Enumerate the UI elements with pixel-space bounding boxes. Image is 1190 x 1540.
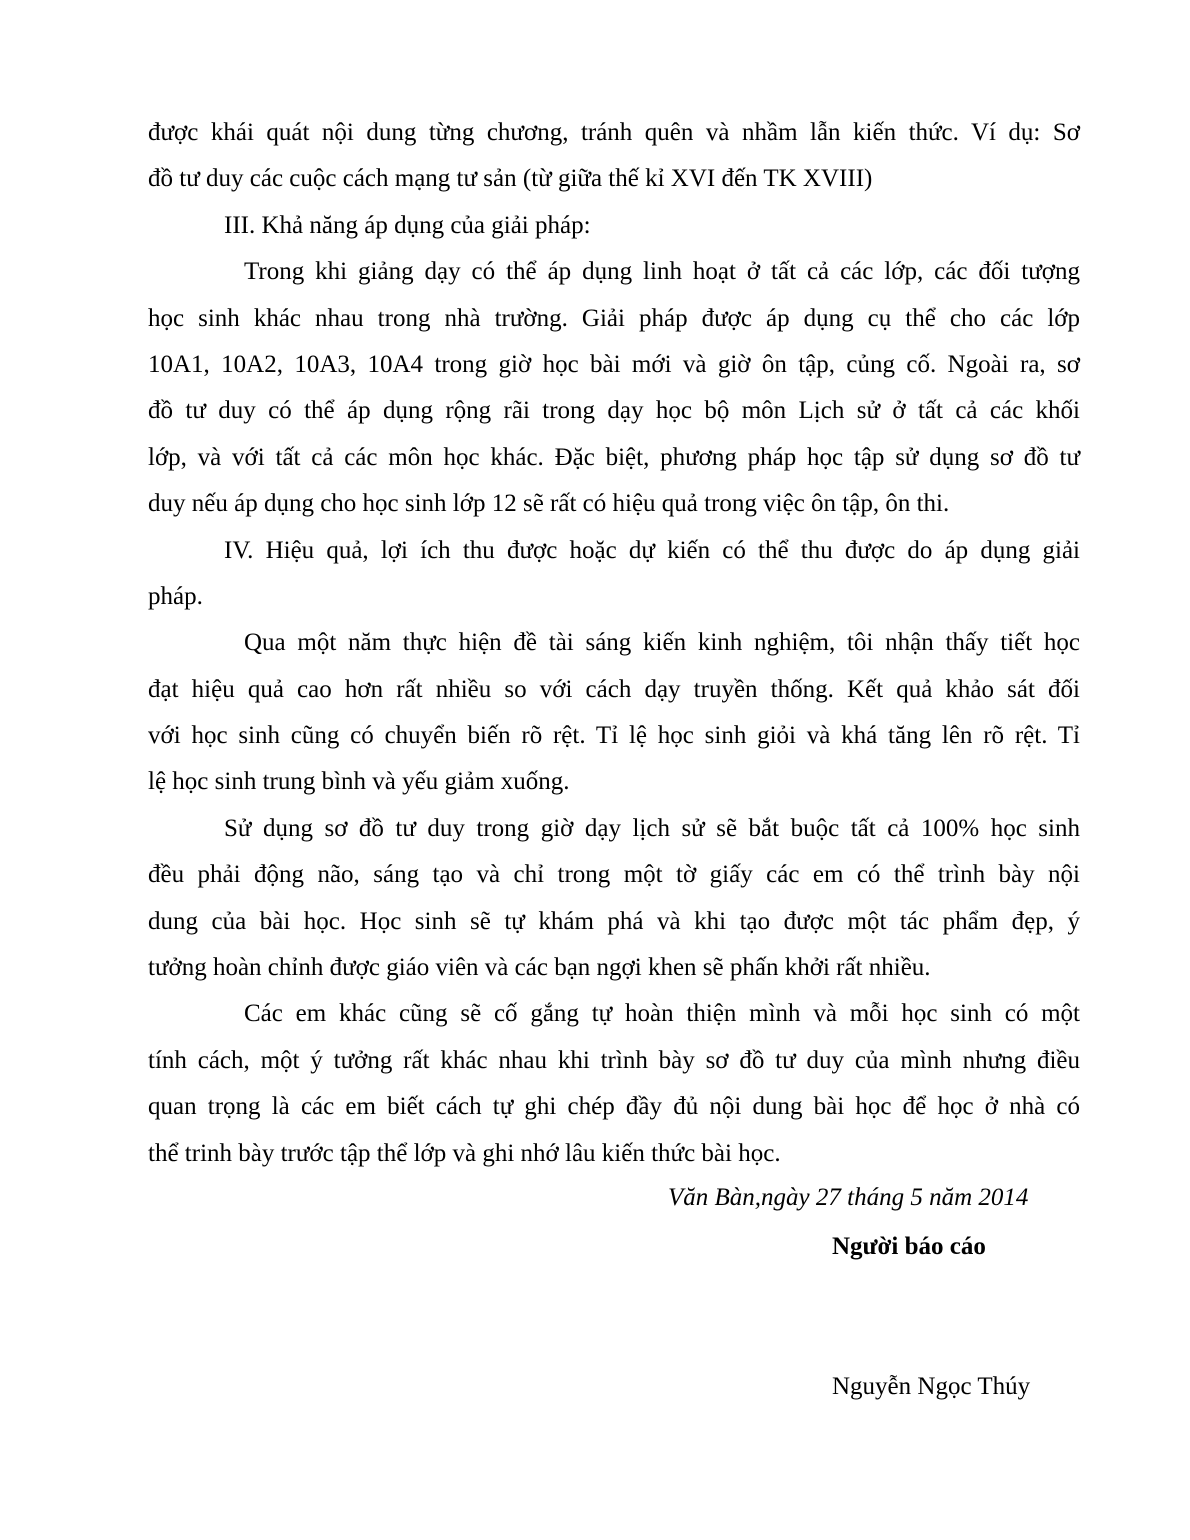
intro-line-2: đồ tư duy các cuộc cách mạng tư sản (từ giữa thế kỉ XVI đến TK XVIII) — [148, 165, 873, 193]
section-4-p2-line-3: dung của bài học. Học sinh sẽ tự khám phá và khi tạo được một tác phẩm đẹp, ý — [148, 907, 1080, 935]
section-4-p2-line-2: đều phải động não, sáng tạo và chỉ trong một tờ giấy các em có thể trình bày nội — [148, 861, 1080, 889]
section-4-heading-line-2: pháp. — [148, 582, 203, 610]
signature-name: Nguyễn Ngọc Thúy — [832, 1373, 1031, 1400]
section-3-line-1: Trong khi giảng dạy có thể áp dụng linh hoạt ở tất cả các lớp, các đối tượng — [244, 258, 1080, 286]
section-3-line-3: 10A1, 10A2, 10A3, 10A4 trong giờ học bài mới và giờ ôn tập, củng cố. Ngoài ra, sơ — [148, 350, 1080, 378]
section-4-p1-line-3: với học sinh cũng có chuyển biến rõ rệt. Tỉ lệ học sinh giỏi và khá tăng lên rõ rệt. Tỉ — [148, 722, 1080, 750]
section-4-p2-line-4: tưởng hoàn chỉnh được giáo viên và các bạn ngợi khen sẽ phấn khởi rất nhiều. — [148, 954, 931, 982]
section-4-p2-line-1: Sử dụng sơ đồ tư duy trong giờ dạy lịch sử sẽ bắt buộc tất cả 100% học sinh — [224, 814, 1080, 842]
section-4-p3-line-1: Các em khác cũng sẽ cố gắng tự hoàn thiện mình và mỗi học sinh có một — [244, 1000, 1080, 1028]
section-3-line-4: đồ tư duy có thể áp dụng rộng rãi trong dạy học bộ môn Lịch sử ở tất cả các khối — [148, 397, 1080, 425]
section-3-line-2: học sinh khác nhau trong nhà trường. Giải pháp được áp dụng cụ thể cho các lớp — [148, 304, 1080, 332]
section-3-heading: III. Khả năng áp dụng của giải pháp: — [224, 211, 591, 239]
section-4-heading-line-1: IV. Hiệu quả, lợi ích thu được hoặc dự kiến có thể thu được do áp dụng giải — [224, 536, 1080, 564]
section-4-p3-line-3: quan trọng là các em biết cách tự ghi chép đầy đủ nội dung bài học để học ở nhà có — [148, 1093, 1080, 1121]
intro-line-1: được khái quát nội dung từng chương, tránh quên và nhầm lẫn kiến thức. Ví dụ: Sơ — [148, 119, 1080, 146]
signature-role: Người báo cáo — [832, 1233, 986, 1260]
document-body — [148, 110, 1080, 1177]
section-4-p1-line-1: Qua một năm thực hiện đề tài sáng kiến kinh nghiệm, tôi nhận thấy tiết học — [244, 629, 1080, 657]
section-4-p1-line-2: đạt hiệu quả cao hơn rất nhiều so với cách dạy truyền thống. Kết quả khảo sát đối — [148, 675, 1080, 703]
section-3-line-5: lớp, và với tất cả các môn học khác. Đặc biệt, phương pháp học tập sử dụng sơ đồ tư — [148, 443, 1080, 471]
section-3-line-6: duy nếu áp dụng cho học sinh lớp 12 sẽ rất có hiệu quả trong việc ôn tập, ôn thi. — [148, 490, 950, 518]
section-4-p3-line-2: tính cách, một ý tưởng rất khác nhau khi trình bày sơ đồ tư duy của mình nhưng điều — [148, 1046, 1080, 1074]
section-4-p3-line-4: thể trinh bày trước tập thể lớp và ghi nhớ lâu kiến thức bài học. — [148, 1139, 781, 1167]
section-4-p1-line-4: lệ học sinh trung bình và yếu giảm xuống. — [148, 768, 570, 796]
signature-place-date: Văn Bàn,ngày 27 tháng 5 năm 2014 — [668, 1184, 1029, 1211]
